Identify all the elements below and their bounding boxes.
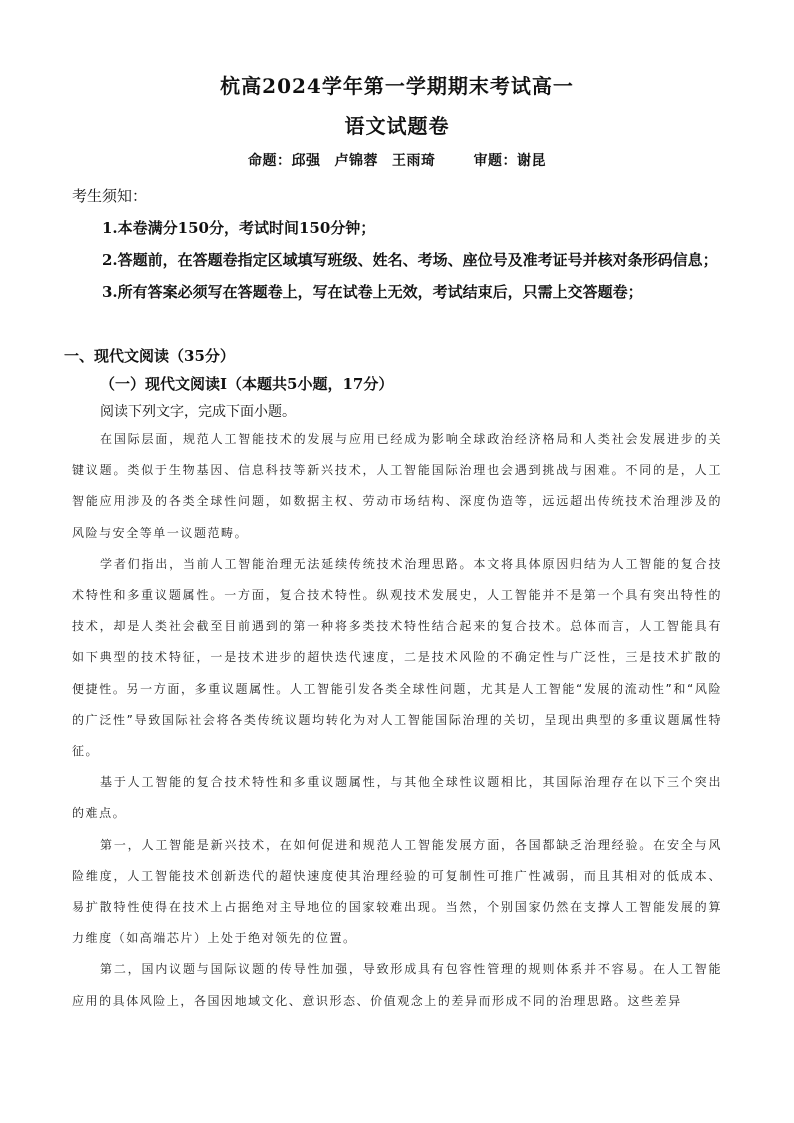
setter-name: 邱强: [291, 153, 321, 169]
passage-paragraph: 第二，国内议题与国际议题的传导性加强，导致形成具有包容性管理的规则体系并不容易。在人工智能应用的具体风险上，各国因地域文化、意识形态、价值观念上的差异而形成不同的治理思路。这些差异: [72, 962, 722, 1008]
passage-paragraph: 在国际层面，规范人工智能技术的发展与应用已经成为影响全球政治经济格局和人类社会发展进步的关键议题。类似于生物基因、信息科技等新兴技术，人工智能国际治理也会遇到挑战与困难。不同的是，人工智能应用涉及的各类全球性问题，如数据主权、劳动市场结构、深度伪造等，远远超出传统技术治理涉及的风险与安全等单一议题范畴。: [72, 432, 722, 540]
notice-item: 2.答题前，在答题卷指定区域填写班级、姓名、考场、座位号及准考证号并核对条形码信息；: [102, 251, 718, 269]
reviewer-label: 审题：: [473, 153, 517, 169]
setters-label: 命题：: [248, 153, 292, 169]
notice-heading: 考生须知：: [72, 187, 148, 205]
exam-subtitle: 语文试题卷: [344, 114, 450, 138]
reading-instruction: 阅读下列文字，完成下面小题。: [100, 404, 296, 420]
notice-item: 1.本卷满分150分，考试时间150分钟；: [102, 219, 376, 237]
authors-line: [0, 150, 794, 170]
notice-item: 3.所有答案必须写在答题卷上，写在试卷上无效，考试结束后，只需上交答题卷；: [102, 283, 643, 301]
section-title: 一、现代文阅读（35分）: [64, 347, 235, 365]
notice-list: [72, 212, 722, 308]
passage-paragraph: 基于人工智能的复合技术特性和多重议题属性，与其他全球性议题相比，其国际治理存在以下三个突出的难点。: [72, 775, 722, 821]
subsection-title: （一）现代文阅读Ⅰ（本题共5小题，17分）: [100, 375, 394, 393]
passage-paragraph: 第一，人工智能是新兴技术，在如何促进和规范人工智能发展方面，各国都缺乏治理经验。在安全与风险维度，人工智能技术创新迭代的超快速度使其治理经验的可复制性可推广性减弱，而且其相对的低成本、易扩散特性使得在技术上占据绝对主导地位的国家较难出现。当然，个别国家仍然在支撑人工智能发展的算力维度（如高端芯片）上处于绝对领先的位置。: [72, 837, 722, 946]
setter-name: 王雨琦: [392, 153, 436, 169]
exam-title: 杭高2024学年第一学期期末考试高一: [220, 74, 574, 98]
passage-paragraph: 学者们指出，当前人工智能治理无法延续传统技术治理思路。本文将具体原因归结为人工智能的复合技术特性和多重议题属性。一方面，复合技术特性。纵观技术发展史，人工智能并不是第一个具有突出特性的技术，却是人类社会截至目前遇到的第一种将多类技术特性结合起来的复合技术。总体而言，人工智能具有如下典型的技术特征，一是技术进步的超快迭代速度，二是技术风险的不确定性与广泛性，三是技术扩散的便捷性。另一方面，多重议题属性。人工智能引发各类全球性问题，尤其是人工智能“发展的流动性”和“风险的广泛性”导致国际社会将各类传统议题均转化为对人工智能国际治理的关切，呈现出典型的多重议题属性特征。: [72, 556, 722, 759]
reviewer-name: 谢昆: [517, 153, 546, 169]
reading-passage: [72, 424, 722, 1017]
setter-name: 卢锦蓉: [334, 153, 378, 169]
